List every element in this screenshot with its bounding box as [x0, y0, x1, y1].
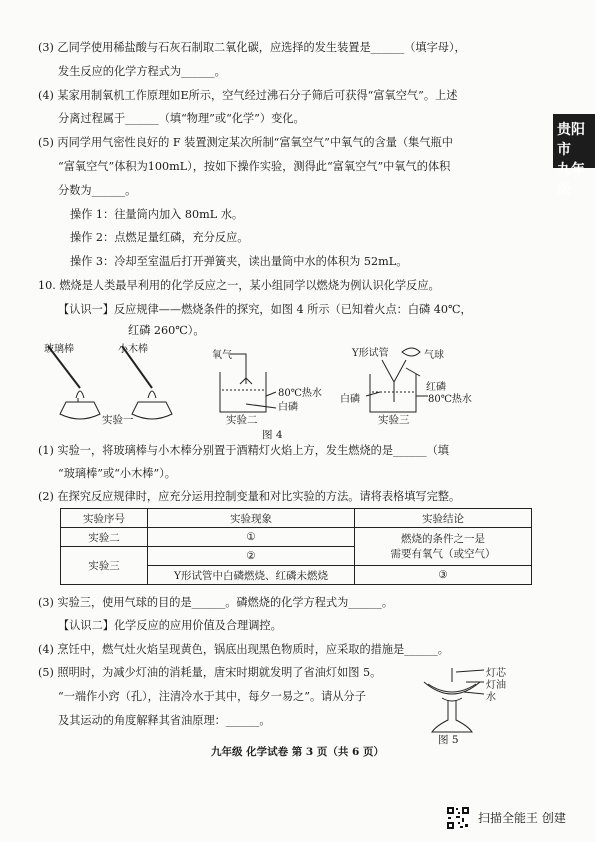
question-5-line-2: “富氧空气”体积为100mL），按如下操作实验，测得此“富氧空气”中氧气的体积 [58, 160, 451, 173]
operation-2: 操作 2：点燃足量红磷，充分反应。 [70, 231, 249, 244]
label-balloon: 气球 [424, 350, 444, 361]
region-tab-line2: 九年级 [557, 162, 585, 198]
results-table [60, 508, 532, 585]
sub-question-3: (3) 实验三，使用气球的目的是______。磷燃烧的化学方程式为______。 [38, 596, 394, 609]
label-glass-rod: 玻璃棒 [44, 344, 74, 355]
table-row [61, 528, 532, 547]
label-wick: 灯芯 [486, 668, 506, 679]
region-tab-line1: 贵阳市 [557, 122, 585, 158]
caption-figure-4: 图 4 [262, 429, 283, 441]
operation-3: 操作 3：冷却至室温后打开弹簧夹，读出量筒中水的体积为 52mL。 [70, 255, 408, 268]
sub-question-1-line-1: (1) 实验一，将玻璃棒与小木棒分别置于酒精灯火焰上方，发生燃烧的是______（填 [38, 444, 449, 457]
sub-question-1-line-2: “玻璃棒”或“小木棒”）。 [58, 467, 176, 480]
label-hot-water-2: 80℃热水 [278, 388, 322, 399]
knowledge-2: 【认识二】化学反应的应用价值及合理调控。 [58, 619, 282, 632]
sub-question-5-line-3: 及其运动的角度解释其省油原理：______。 [58, 714, 271, 727]
caption-exp2: 实验二 [226, 414, 258, 426]
conclusion-line-2: 需要有氧气（或空气） [390, 547, 496, 560]
label-lamp-oil: 灯油 [486, 680, 506, 691]
caption-figure-5: 图 5 [438, 734, 459, 746]
sub-question-5-line-2: “一端作小窍（孔），注清冷水于其中，每夕一易之”。请从分子 [58, 690, 366, 703]
sub-question-5-line-1: (5) 照明时，为减少灯油的消耗量，唐宋时期就发明了省油灯如图 5。 [38, 666, 382, 679]
cell-exp2: 实验二 [61, 528, 148, 547]
cell-conclusion [355, 528, 532, 566]
label-white-p-2: 白磷 [278, 402, 298, 413]
conclusion-line-1: 燃烧的条件之一是 [401, 532, 485, 545]
label-water: 水 [486, 692, 496, 703]
question-3-line-1: (3) 乙同学使用稀盐酸与石灰石制取二氧化碳，应选择的发生装置是______（填字母）， [38, 41, 466, 54]
label-wood-stick: 小木棒 [118, 344, 148, 355]
cell-exp3: 实验三 [61, 547, 148, 585]
label-y-tube: Y形试管 [352, 348, 389, 359]
question-4-line-2: 分离过程属于______（填“物理”或“化学”）变化。 [58, 112, 305, 125]
label-white-p-3: 白磷 [340, 394, 360, 405]
oil-lamp-drawing [420, 666, 530, 746]
question-5-line-3: 分数为______。 [58, 184, 137, 197]
cell-blank-2: ② [148, 547, 355, 566]
qr-code-icon [446, 806, 470, 830]
label-oxygen: 氧气 [212, 350, 232, 361]
region-tab [553, 114, 595, 198]
knowledge-1-line-2: 红磷 260℃）。 [128, 324, 205, 337]
caption-exp3: 实验三 [378, 414, 410, 426]
cell-phenomenon-3: Y形试管中白磷燃烧、红磷未燃烧 [148, 566, 355, 585]
header-exp-no: 实验序号 [61, 509, 148, 528]
sub-question-4: (4) 烹饪中，燃气灶火焰呈现黄色，锅底出现黑色物质时，应采取的措施是______。 [38, 643, 449, 656]
header-conclusion: 实验结论 [355, 509, 532, 528]
page-footer: 九年级 化学试卷 第 3 页（共 6 页） [210, 746, 385, 758]
cell-blank-3: ③ [355, 566, 532, 585]
figure-5 [420, 666, 530, 746]
question-4-line-1: (4) 某家用制氧机工作原理如E所示，空气经过沸石分子筛后可获得“富氧空气”。上述 [38, 89, 458, 102]
sub-question-2: (2) 在探究反应规律时，应充分运用控制变量和对比实验的方法。请将表格填写完整。 [38, 490, 461, 503]
figure-4 [40, 340, 520, 442]
scanner-watermark: 扫描全能王 创建 [478, 811, 566, 825]
operation-1: 操作 1：往量筒内加入 80mL 水。 [70, 208, 244, 221]
table-header-row [61, 509, 532, 528]
header-phenomenon: 实验现象 [148, 509, 355, 528]
question-5-line-1: (5) 丙同学用气密性良好的 F 装置测定某次所制“富氧空气”中氧气的含量（集气瓶中 [38, 136, 453, 149]
knowledge-1-line-1: 【认识一】反应规律——燃烧条件的探究，如图 4 所示（已知着火点：白磷 40℃， [58, 303, 472, 316]
cell-blank-1: ① [148, 528, 355, 547]
question-3-line-2: 发生反应的化学方程式为______。 [58, 65, 226, 78]
caption-exp1: 实验一 [102, 414, 134, 426]
label-hot-water-3: 80℃热水 [428, 394, 472, 405]
label-red-p: 红磷 [426, 382, 446, 393]
question-10: 10. 燃烧是人类最早利用的化学反应之一，某小组同学以燃烧为例认识化学反应。 [38, 279, 440, 292]
